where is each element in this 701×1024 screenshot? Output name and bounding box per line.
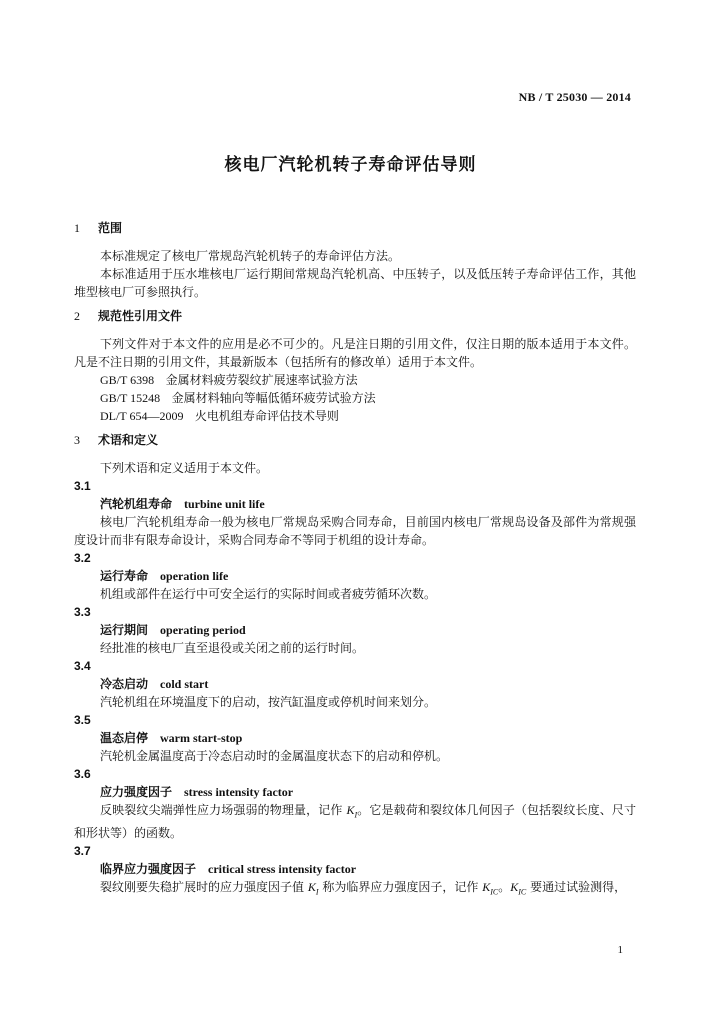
reference-code: GB/T 6398 xyxy=(100,373,155,387)
term-en: cold start xyxy=(160,677,209,691)
term-definition: 汽轮机金属温度高于冷态启动时的金属温度状态下的启动和停机。 xyxy=(100,749,449,763)
reference-code: DL/T 654—2009 xyxy=(100,409,184,423)
section-2-heading xyxy=(74,307,636,325)
reference-item xyxy=(74,407,636,425)
paragraph: 下列术语和定义适用于本文件。 xyxy=(100,461,269,475)
section-title: 规范性引用文件 xyxy=(98,309,183,323)
term-number: 3.7 xyxy=(74,844,91,859)
term-en: warm start-stop xyxy=(160,731,243,745)
term-heading xyxy=(74,495,636,513)
symbol-subscript: IC xyxy=(490,887,499,897)
symbol-k: K xyxy=(482,880,491,895)
term-number: 3.4 xyxy=(74,659,91,673)
standard-code: NB / T 25030 — 2014 xyxy=(518,90,631,104)
term-en: operation life xyxy=(160,569,229,583)
term-zh: 运行寿命 xyxy=(100,569,149,583)
symbol-subscript: I xyxy=(354,810,358,820)
term-zh: 临界应力强度因子 xyxy=(100,862,197,877)
term-number: 3.3 xyxy=(74,605,91,619)
term-heading xyxy=(74,675,636,693)
term-heading xyxy=(74,860,636,878)
reference-title: 火电机组寿命评估技术导则 xyxy=(194,409,339,423)
reference-code: GB/T 15248 xyxy=(100,391,161,405)
section-number: 3 xyxy=(74,433,80,447)
definition-text: 要通过试验测得， xyxy=(530,880,627,895)
reference-title: 金属材料疲劳裂纹扩展速率试验方法 xyxy=(165,373,358,387)
term-zh: 运行期间 xyxy=(100,623,149,637)
term-definition: 经批准的核电厂直至退役或关闭之前的运行时间。 xyxy=(100,641,365,655)
section-1-heading xyxy=(74,219,636,237)
term-definition: 机组或部件在运行中可安全运行的实际时间或者疲劳循环次数。 xyxy=(100,587,437,601)
term-zh: 应力强度因子 xyxy=(100,785,173,799)
section-3-heading xyxy=(74,431,636,449)
section-number: 1 xyxy=(74,221,80,235)
term-number: 3.6 xyxy=(74,767,91,781)
page-number: 1 xyxy=(617,944,623,956)
term-en: turbine unit life xyxy=(184,497,265,511)
term-zh: 冷态启动 xyxy=(100,677,149,691)
reference-title: 金属材料轴向等幅低循环疲劳试验方法 xyxy=(171,391,376,405)
term-definition xyxy=(74,801,636,842)
document-body xyxy=(74,219,636,902)
paragraph: 本标准规定了核电厂常规岛汽轮机转子的寿命评估方法。 xyxy=(100,249,401,263)
term-number: 3.1 xyxy=(74,479,91,493)
definition-text: 。 xyxy=(498,880,511,895)
symbol-k-ic xyxy=(510,880,527,897)
term-heading xyxy=(74,621,636,639)
symbol-k: K xyxy=(307,880,316,895)
section-title: 范围 xyxy=(98,221,123,235)
reference-item xyxy=(74,371,636,389)
term-definition: 汽轮机组在环境温度下的启动，按汽缸温度或停机时间来划分。 xyxy=(100,695,437,709)
term-heading xyxy=(74,783,636,801)
definition-text: 反映裂纹尖端弹性应力场强弱的物理量，记作 xyxy=(100,803,343,817)
reference-item xyxy=(74,389,636,407)
symbol-subscript: IC xyxy=(518,887,527,897)
symbol-k-i xyxy=(307,880,319,897)
symbol-k-i xyxy=(346,803,358,820)
document-title: 核电厂汽轮机转子寿命评估导则 xyxy=(224,155,477,175)
term-heading xyxy=(74,567,636,585)
term-heading xyxy=(74,729,636,747)
symbol-k-ic xyxy=(482,880,499,897)
term-en: stress intensity factor xyxy=(184,785,294,799)
term-number: 3.2 xyxy=(74,551,91,565)
symbol-k: K xyxy=(346,803,355,817)
definition-text: 。它是载荷和裂纹体几何因子（包括裂纹长度、尺寸和形状等）的函数。 xyxy=(74,803,636,841)
term-definition xyxy=(74,878,636,901)
term-definition: 核电厂汽轮机组寿命一般为核电厂常规岛采购合同寿命，目前国内核电厂常规岛设备及部件为常规强度设计而非有限寿命设计，采购合同寿命不等同于机组的设计寿命。 xyxy=(74,515,636,547)
symbol-subscript: I xyxy=(315,887,319,897)
term-en: critical stress intensity factor xyxy=(208,862,357,877)
definition-text: 称为临界应力强度因子，记作 xyxy=(322,880,479,895)
paragraph: 下列文件对于本文件的应用是必不可少的。凡是注日期的引用文件，仅注日期的版本适用于本文件。凡是不注日期的引用文件，其最新版本（包括所有的修改单）适用于本文件。 xyxy=(74,337,636,369)
section-number: 2 xyxy=(74,309,80,323)
symbol-k: K xyxy=(510,880,519,895)
term-number: 3.5 xyxy=(74,713,91,727)
paragraph: 本标准适用于压水堆核电厂运行期间常规岛汽轮机高、中压转子，以及低压转子寿命评估工作，其他堆型核电厂可参照执行。 xyxy=(74,267,636,299)
term-zh: 温态启停 xyxy=(100,731,149,745)
definition-text: 裂纹刚要失稳扩展时的应力强度因子值 xyxy=(100,880,305,895)
section-title: 术语和定义 xyxy=(98,433,159,447)
term-en: operating period xyxy=(160,623,246,637)
term-zh: 汽轮机组寿命 xyxy=(100,497,173,511)
